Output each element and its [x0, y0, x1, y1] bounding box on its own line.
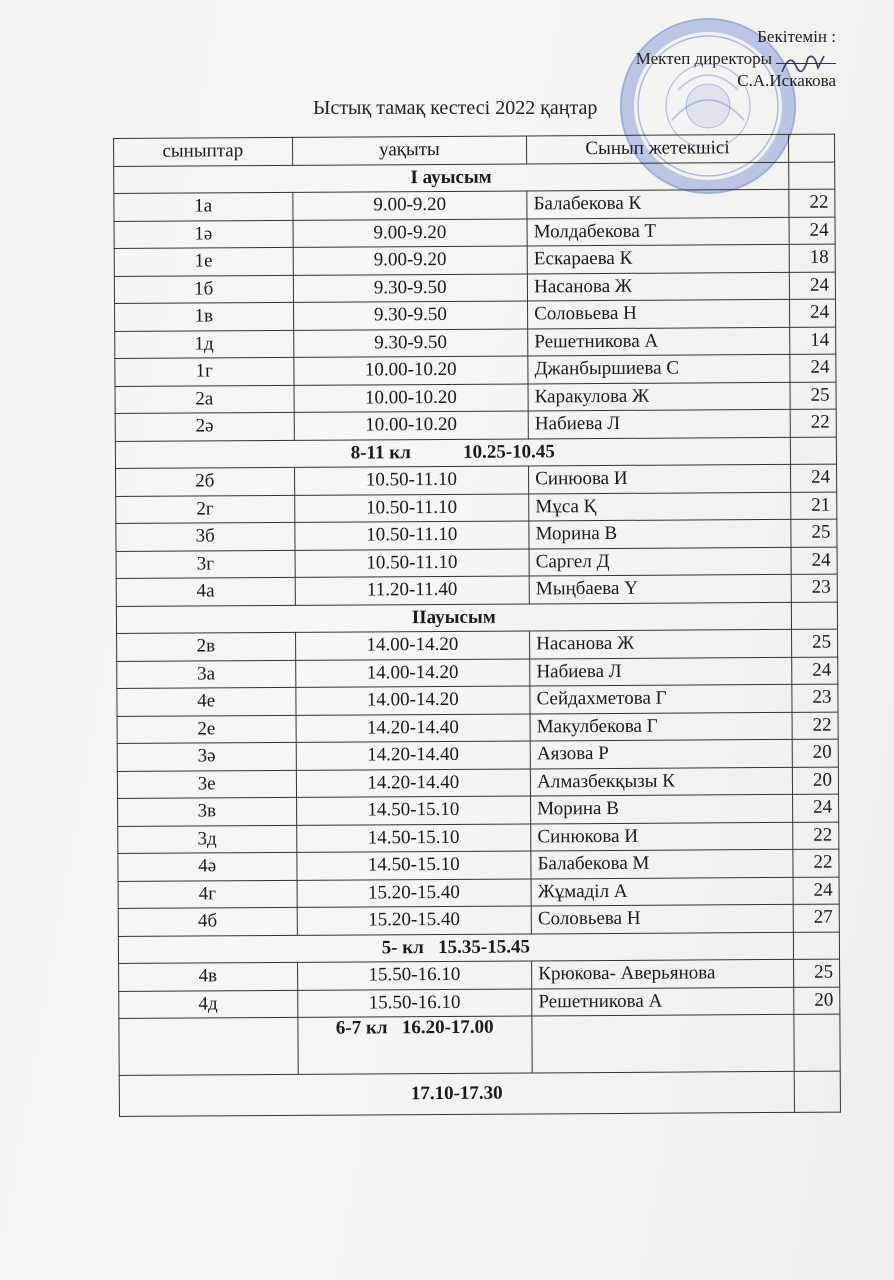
time-cell: 9.30-9.50 — [293, 301, 528, 330]
class-cell: 4в — [119, 962, 298, 991]
student-count-cell: 25 — [791, 629, 837, 657]
empty-cell — [532, 1014, 794, 1073]
table-row — [117, 684, 838, 716]
time-cell: 15.50-16.10 — [297, 961, 532, 990]
class-cell: 3а — [117, 660, 296, 689]
table-row — [115, 382, 836, 414]
shift2-heading: IIауысым — [116, 602, 791, 634]
teacher-cell: Ескараева К — [527, 244, 789, 273]
break3-row — [119, 1014, 840, 1075]
student-count-cell: 20 — [792, 767, 838, 795]
class-cell: 2е — [117, 715, 296, 744]
shift1-heading: I ауысым — [114, 162, 789, 194]
student-count-cell: 18 — [789, 244, 835, 272]
time-cell: 15.50-16.10 — [297, 988, 532, 1017]
break2-heading: 5- кл 15.35-15.45 — [118, 932, 793, 964]
teacher-cell: Синюова И — [529, 464, 791, 493]
approval-block — [636, 26, 836, 92]
student-count-cell: 27 — [793, 904, 839, 932]
class-cell: 2г — [116, 495, 295, 524]
teacher-cell: Морина В — [531, 794, 793, 823]
empty-cell — [794, 1014, 841, 1071]
teacher-cell: Соловьева Н — [528, 299, 790, 328]
class-cell: 4е — [117, 687, 296, 716]
student-count-cell: 22 — [792, 712, 838, 740]
student-count-cell: 24 — [792, 794, 838, 822]
teacher-cell: Крюкова- Аверьянова — [532, 959, 794, 988]
table-row — [116, 574, 837, 606]
table-row — [117, 629, 838, 661]
table-row — [115, 299, 836, 331]
class-cell: 1ә — [114, 220, 293, 249]
empty-cell — [790, 437, 836, 465]
teacher-cell: Джанбыршиева С — [528, 354, 790, 383]
class-cell: 3ә — [117, 742, 296, 771]
empty-cell — [793, 932, 839, 960]
table-row — [117, 767, 838, 799]
student-count-cell: 22 — [790, 409, 836, 437]
table-row — [118, 822, 839, 854]
class-cell: 3б — [116, 522, 295, 551]
col-header-time: уақыты — [292, 136, 527, 165]
class-cell: 3г — [116, 550, 295, 579]
col-header-class: сыныптар — [114, 137, 293, 166]
class-cell: 2ә — [115, 412, 294, 441]
class-cell: 1а — [114, 192, 293, 221]
teacher-cell: Аязова Р — [530, 739, 792, 768]
class-cell: 3е — [117, 770, 296, 799]
class-cell: 1е — [114, 247, 293, 276]
class-cell: 2в — [117, 632, 296, 661]
teacher-cell: Соловьева Н — [531, 904, 793, 933]
class-cell: 1д — [115, 330, 294, 359]
table-row — [117, 712, 838, 744]
teacher-cell: Мұса Қ — [529, 492, 791, 521]
table-row — [116, 519, 837, 551]
shift2-heading-row — [116, 602, 837, 634]
teacher-cell: Решетникова А — [532, 987, 794, 1016]
time-cell: 14.20-14.40 — [296, 713, 531, 742]
teacher-cell: Набиева Л — [530, 657, 792, 686]
time-cell: 14.20-14.40 — [296, 768, 531, 797]
class-cell: 4а — [116, 577, 295, 606]
student-count-cell: 20 — [793, 987, 839, 1015]
student-count-cell: 20 — [792, 739, 838, 767]
teacher-cell: Жұмаділ А — [531, 877, 793, 906]
table-row — [118, 877, 839, 909]
table-row — [114, 244, 835, 276]
empty-cell — [119, 1017, 298, 1075]
time-cell: 14.00-14.20 — [295, 658, 530, 687]
student-count-cell: 24 — [790, 354, 836, 382]
student-count-cell: 23 — [791, 574, 837, 602]
student-count-cell: 25 — [793, 959, 839, 987]
empty-cell — [794, 1071, 841, 1112]
table-row — [118, 849, 839, 881]
student-count-cell: 24 — [793, 877, 839, 905]
student-count-cell: 21 — [790, 492, 836, 520]
table-row — [115, 409, 836, 441]
table-row — [116, 492, 837, 524]
break2-heading-row — [118, 932, 839, 964]
table-row — [119, 959, 840, 991]
student-count-cell: 24 — [789, 217, 835, 245]
student-count-cell: 25 — [791, 519, 837, 547]
time-cell: 14.00-14.20 — [295, 631, 530, 660]
teacher-cell: Балабекова К — [527, 189, 789, 218]
time-cell: 10.00-10.20 — [294, 411, 529, 440]
time-cell: 9.00-9.20 — [292, 191, 527, 220]
teacher-cell: Алмазбекқызы К — [530, 767, 792, 796]
time-cell: 14.20-14.40 — [296, 741, 531, 770]
teacher-cell: Решетникова А — [528, 327, 790, 356]
class-cell: 4ә — [118, 852, 297, 881]
time-cell: 14.00-14.20 — [295, 686, 530, 715]
table-row — [118, 794, 839, 826]
time-cell: 10.00-10.20 — [294, 383, 529, 412]
table-row — [118, 904, 839, 936]
student-count-cell: 24 — [789, 299, 835, 327]
table-row — [116, 547, 837, 579]
table-row — [117, 739, 838, 771]
time-cell: 10.50-11.10 — [294, 521, 529, 550]
table-row — [114, 189, 835, 221]
time-cell: 10.50-11.10 — [295, 548, 530, 577]
table-row — [114, 217, 835, 249]
teacher-cell: Морина В — [529, 519, 791, 548]
teacher-cell: Насанова Ж — [530, 629, 792, 658]
class-cell: 3в — [118, 797, 297, 826]
approve-label: Бекітемін : — [757, 27, 836, 46]
break1-heading: 8-11 кл 10.25-10.45 — [115, 437, 790, 469]
student-count-cell: 22 — [792, 822, 838, 850]
class-cell: 3д — [118, 825, 297, 854]
teacher-cell: Балабекова М — [531, 849, 793, 878]
time-cell: 9.00-9.20 — [293, 218, 528, 247]
time-cell: 10.50-11.10 — [294, 493, 529, 522]
student-count-cell: 22 — [789, 189, 835, 217]
teacher-cell: Сейдахметова Г — [530, 684, 792, 713]
time-cell: 14.50-15.10 — [296, 823, 531, 852]
table-header-row — [114, 134, 835, 166]
student-count-cell: 24 — [789, 272, 835, 300]
teacher-cell: Мыңбаева Ү — [529, 574, 791, 603]
teacher-cell: Синюкова И — [531, 822, 793, 851]
time-cell: 14.50-15.10 — [296, 851, 531, 880]
teacher-cell: Насанова Ж — [527, 272, 789, 301]
schedule-body — [114, 134, 841, 1116]
break3-heading: 6-7 кл 16.20-17.00 — [297, 1016, 532, 1074]
time-cell: 10.00-10.20 — [293, 356, 528, 385]
table-row — [119, 987, 840, 1019]
class-cell: 4б — [118, 907, 297, 936]
class-cell: 1г — [115, 357, 294, 386]
table-row — [117, 657, 838, 689]
time-cell: 10.50-11.10 — [294, 466, 529, 495]
student-count-cell: 14 — [789, 327, 835, 355]
teacher-cell: Каракулова Ж — [528, 382, 790, 411]
class-cell: 2б — [116, 467, 295, 496]
signature-line — [776, 63, 836, 64]
col-header-teacher: Сынып жетекшісі — [527, 134, 789, 163]
time-cell: 14.50-15.10 — [296, 796, 531, 825]
student-count-cell: 24 — [791, 547, 837, 575]
table-row — [115, 327, 836, 359]
student-count-cell: 23 — [792, 684, 838, 712]
col-header-count — [788, 134, 834, 162]
class-cell: 1б — [114, 275, 293, 304]
teacher-cell: Саргел Д — [529, 547, 791, 576]
break1-heading-row — [115, 437, 836, 469]
time-cell: 11.20-11.40 — [295, 576, 530, 605]
student-count-cell: 22 — [793, 849, 839, 877]
break4-heading: 17.10-17.30 — [119, 1071, 794, 1116]
director-name: С.А.Искакова — [737, 71, 836, 90]
class-cell: 1в — [115, 302, 294, 331]
shift1-heading-row — [114, 162, 835, 194]
student-count-cell: 24 — [790, 464, 836, 492]
empty-cell — [788, 162, 834, 190]
schedule-table — [113, 134, 841, 1117]
time-cell: 9.30-9.50 — [293, 328, 528, 357]
class-cell: 4г — [118, 880, 297, 909]
time-cell: 15.20-15.40 — [297, 906, 532, 935]
table-row — [115, 354, 836, 386]
class-cell: 4д — [119, 990, 298, 1019]
empty-cell — [791, 602, 837, 630]
class-cell: 2а — [115, 385, 294, 414]
time-cell: 9.00-9.20 — [293, 246, 528, 275]
teacher-cell: Молдабекова Т — [527, 217, 789, 246]
director-label: Мектеп директоры — [635, 49, 772, 68]
time-cell: 9.30-9.50 — [293, 273, 528, 302]
table-row — [114, 272, 835, 304]
student-count-cell: 24 — [791, 657, 837, 685]
teacher-cell: Макулбекова Г — [530, 712, 792, 741]
break4-row — [119, 1071, 840, 1116]
student-count-cell: 25 — [790, 382, 836, 410]
teacher-cell: Набиева Л — [528, 409, 790, 438]
page-title: Ыстық тамақ кестесі 2022 қаңтар — [313, 97, 598, 119]
table-row — [116, 464, 837, 496]
time-cell: 15.20-15.40 — [297, 878, 532, 907]
